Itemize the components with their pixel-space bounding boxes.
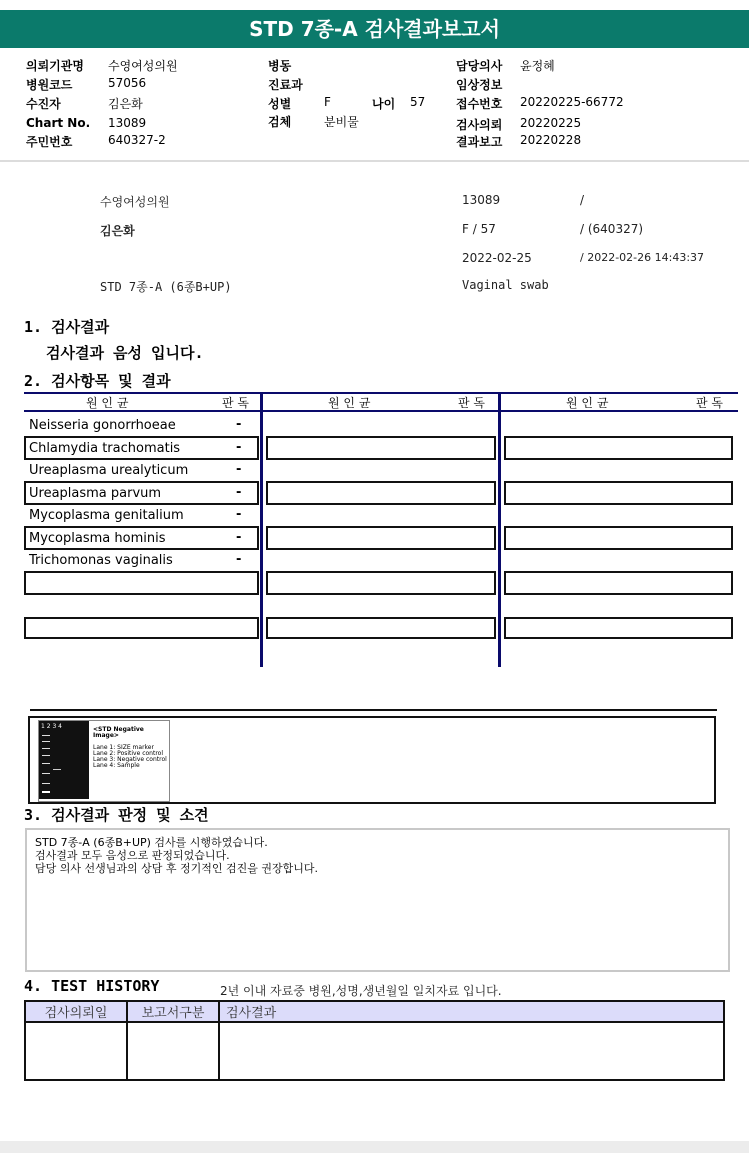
value-jumin: 640327-2 — [108, 133, 166, 147]
organism-name: Mycoplasma hominis — [29, 531, 166, 546]
grid-head-rule — [24, 410, 738, 412]
history-cell — [25, 1022, 127, 1080]
section3-title: 3. 검사결과 판정 및 소견 — [24, 806, 209, 824]
row-box — [266, 571, 496, 595]
pb-request-date: 2022-02-25 — [462, 251, 532, 265]
pb-test: STD 7종-A (6종B+UP) — [100, 280, 232, 294]
organism-result: - — [236, 552, 242, 567]
value-chart-no: 13089 — [108, 116, 147, 130]
label-hospital-code: 병원코드 — [26, 78, 73, 92]
organism-result: - — [236, 507, 242, 522]
value-requester: 수영여성의원 — [108, 59, 178, 73]
label-specimen: 검체 — [268, 115, 292, 129]
history-empty-row — [25, 1022, 724, 1080]
value-doctor: 윤정혜 — [520, 59, 555, 73]
organism-name: Mycoplasma genitalium — [29, 508, 184, 523]
organism-result: - — [236, 462, 242, 477]
row-box — [504, 436, 733, 460]
history-header-row — [25, 1001, 724, 1022]
value-request-date: 20220225 — [520, 116, 582, 130]
gel-caption-title: <STD Negative Image> — [93, 726, 144, 739]
value-specimen: 분비물 — [324, 115, 359, 129]
label-sex: 성별 — [268, 97, 292, 111]
opinion-line: 담당 의사 선생님과의 상담 후 정기적인 검진을 권장합니다. — [35, 862, 318, 875]
opinion-line: STD 7종-A (6종B+UP) 검사를 시행하였습니다. — [35, 836, 268, 849]
label-receipt-no: 접수번호 — [456, 97, 503, 111]
pb-report-datetime: / 2022-02-26 14:43:37 — [580, 251, 705, 264]
pb-hospital: 수영여성의원 — [100, 195, 170, 209]
organism-result: - — [236, 417, 242, 432]
value-age: 57 — [410, 95, 426, 109]
gel-lane-numbers: 1 2 3 4 — [41, 723, 62, 730]
label-age: 나이 — [372, 97, 396, 111]
organism-result: - — [236, 485, 242, 500]
gel-photo — [39, 721, 89, 799]
label-ward: 병동 — [268, 59, 292, 73]
row-box — [24, 617, 259, 639]
col-judge-2: 판 독 — [458, 396, 485, 410]
label-clinical-info: 임상정보 — [456, 78, 503, 92]
section1-title: 1. 검사결과 — [24, 318, 110, 336]
row-box — [504, 617, 733, 639]
grid-divider-2 — [498, 392, 501, 667]
col-judge-1: 판 독 — [222, 396, 249, 410]
organism-name: Trichomonas vaginalis — [29, 553, 173, 568]
pb-name: 김은화 — [100, 224, 135, 238]
header-separator — [0, 160, 749, 162]
pb-jumin: / (640327) — [580, 222, 644, 236]
opinion-line: 검사결과 모두 음성으로 판정되었습니다. — [35, 849, 230, 862]
history-col-request-date: 검사의뢰일 — [25, 1001, 127, 1022]
row-box — [266, 436, 496, 460]
organism-name: Ureaplasma parvum — [29, 486, 162, 501]
col-organism-1: 원 인 균 — [86, 396, 129, 410]
value-sex: F — [324, 95, 331, 109]
history-cell — [127, 1022, 219, 1080]
organism-result: - — [236, 530, 242, 545]
gel-caption — [93, 727, 169, 769]
grid-top-rule — [24, 392, 738, 394]
opinion-box — [25, 828, 730, 972]
gel-rule — [30, 709, 717, 711]
pb-slash: / — [580, 193, 585, 207]
col-organism-2: 원 인 균 — [328, 396, 371, 410]
row-box — [24, 571, 259, 595]
pb-specimen: Vaginal swab — [462, 278, 549, 292]
grid-divider-1 — [260, 392, 263, 667]
gel-lane-1: Lane 1: SIZE marker — [93, 744, 154, 751]
history-col-report-type: 보고서구분 — [127, 1001, 219, 1022]
label-requester: 의뢰기관명 — [26, 59, 84, 73]
value-report-date: 20220228 — [520, 133, 582, 147]
section2-title: 2. 검사항목 및 결과 — [24, 372, 171, 390]
history-table — [24, 1000, 725, 1081]
row-box — [266, 617, 496, 639]
history-cell — [219, 1022, 724, 1080]
history-col-result: 검사결과 — [219, 1001, 724, 1022]
pb-sex-age: F / 57 — [462, 222, 496, 236]
label-department: 진료과 — [268, 78, 303, 92]
gel-lane-4: Lane 4: Sample — [93, 762, 140, 769]
section1-summary: 검사결과 음성 입니다. — [46, 344, 204, 362]
label-request-date: 검사의뢰 — [456, 118, 503, 132]
value-receipt-no: 20220225-66772 — [520, 95, 624, 109]
organism-name: Chlamydia trachomatis — [29, 441, 181, 456]
col-organism-3: 원 인 균 — [566, 396, 609, 410]
organism-result: - — [236, 440, 242, 455]
label-report-date: 결과보고 — [456, 135, 503, 149]
label-jumin: 주민번호 — [26, 135, 73, 149]
row-box — [504, 571, 733, 595]
row-box — [266, 481, 496, 505]
page-footer — [0, 1141, 749, 1153]
col-judge-3: 판 독 — [696, 396, 723, 410]
label-doctor: 담당의사 — [456, 59, 503, 73]
section4-note: 2년 이내 자료중 병원,성명,생년월일 일치자료 입니다. — [220, 984, 502, 998]
row-box — [504, 526, 733, 550]
label-chart-no: Chart No. — [26, 116, 91, 130]
section4-title: 4. TEST HISTORY — [24, 977, 160, 995]
organism-name: Ureaplasma urealyticum — [29, 463, 189, 478]
row-box — [266, 526, 496, 550]
gel-image — [38, 720, 170, 802]
value-patient: 김은화 — [108, 97, 143, 111]
gel-lane-2: Lane 2: Positive control — [93, 750, 164, 757]
gel-lane-3: Lane 3: Negative control — [93, 756, 167, 763]
label-patient: 수진자 — [26, 97, 61, 111]
organism-name: Neisseria gonorrhoeae — [29, 418, 176, 433]
report-title: STD 7종-A 검사결과보고서 — [0, 10, 749, 48]
value-hospital-code: 57056 — [108, 76, 147, 90]
pb-chart: 13089 — [462, 193, 501, 207]
row-box — [504, 481, 733, 505]
